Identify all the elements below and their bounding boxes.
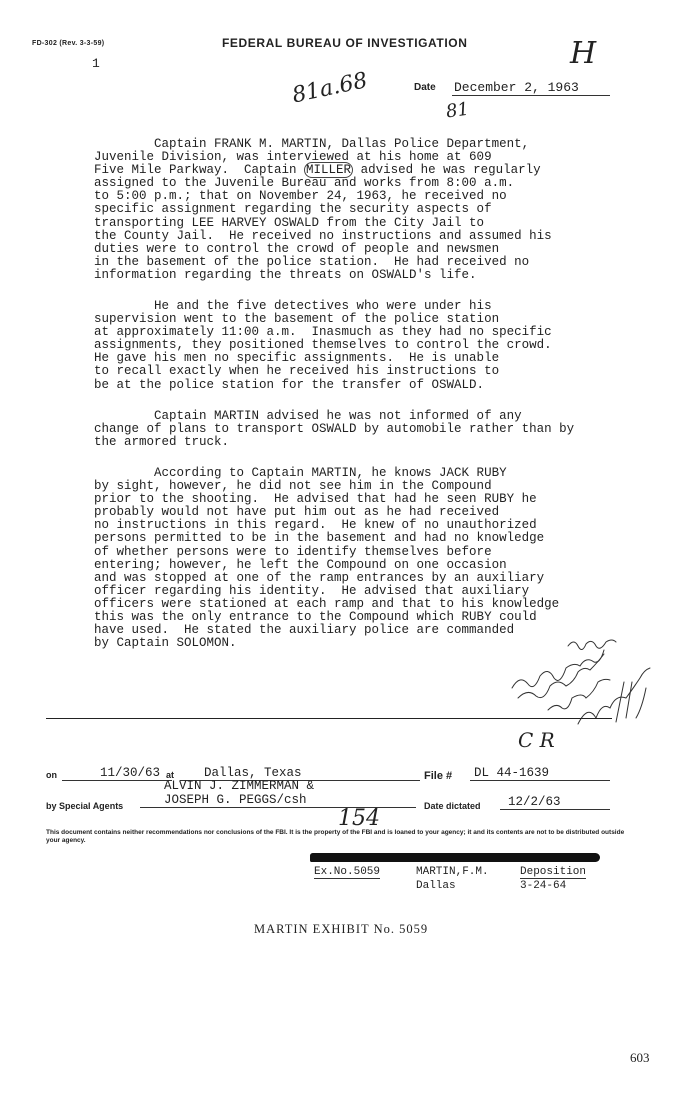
- text-line: officer regarding his identity. He advised that auxiliary: [94, 583, 530, 598]
- paragraph-basement: [94, 300, 634, 392]
- page-number-bottom: 603: [630, 1050, 650, 1065]
- circled-name: MILLER: [306, 163, 352, 178]
- date-value: December 2, 1963: [452, 80, 610, 96]
- text-line: in the basement of the police station. He had received no: [94, 254, 530, 269]
- at-label: at: [166, 770, 175, 780]
- text-line: entering; however, he left the Compound on one occasion: [94, 557, 507, 572]
- text-line: be at the police station for the transfer of OSWALD.: [94, 377, 485, 392]
- dictated-date: 12/2/63: [500, 795, 610, 810]
- paragraph-plans: [94, 410, 634, 449]
- text-line: duties were to control the crowd of people and newsmen: [94, 241, 500, 256]
- text-line: probably would not have put him out as he had received: [94, 505, 500, 520]
- text-line: Captain FRANK M. MARTIN, Dallas Police Department,: [94, 137, 530, 151]
- text-line: have used. He stated the auxiliary police are commanded: [94, 623, 515, 638]
- text-line: no instructions in this regard. He knew of no unauthorized: [94, 518, 537, 533]
- redaction-bar: [310, 853, 600, 862]
- divider-line: [46, 718, 612, 719]
- dictated-label: Date dictated: [424, 801, 481, 811]
- text-line: Captain MARTIN advised he was not informed of any: [94, 409, 522, 423]
- text-line: supervision went to the basement of the police station: [94, 312, 500, 327]
- exhibit-number: Ex.No.5059: [314, 866, 381, 878]
- interview-location: Dallas, Texas: [180, 766, 420, 781]
- text-line: this was the only entrance to the Compound which RUBY could: [94, 610, 537, 625]
- text-line: specific assignment regarding the security aspects of: [94, 202, 492, 217]
- text-line: to 5:00 p.m.; that on November 24, 1963, he received no: [94, 189, 507, 204]
- text-line: assigned to the Juvenile Bureau and works from 8:00 a.m.: [94, 176, 515, 191]
- text-line: prior to the shooting. He advised that had he seen RUBY he: [94, 492, 537, 507]
- text-fragment: Five Mile Parkway. Captain: [94, 163, 305, 178]
- handwritten-file-mark: 81a.68: [290, 68, 370, 109]
- exhibit-type: Deposition: [520, 866, 587, 878]
- agency-title: FEDERAL BUREAU OF INVESTIGATION: [222, 36, 468, 50]
- agents-label: by Special Agents: [46, 801, 124, 811]
- file-label: File #: [424, 770, 453, 782]
- page-number-top: 1: [92, 56, 100, 71]
- date-label: Date: [414, 82, 436, 93]
- text-line: at approximately 11:00 a.m. Inasmuch as they had no specific: [94, 325, 552, 340]
- exhibit-name: MARTIN,F.M.: [416, 866, 489, 878]
- file-number: DL 44-1639: [470, 766, 610, 781]
- agent-line-2: JOSEPH G. PEGGS/csh: [140, 793, 416, 808]
- exhibit-caption: MARTIN EXHIBIT No. 5059: [254, 922, 429, 936]
- text-line: information regarding the threats on OSWALD's life.: [94, 267, 477, 282]
- text-line: by Captain SOLOMON.: [94, 636, 237, 651]
- text-line: the County Jail. He received no instructions and assumed his: [94, 228, 552, 243]
- agent-line-1: ALVIN J. ZIMMERMAN &: [164, 779, 315, 793]
- text-line: to recall exactly when he received his instructions to: [94, 364, 500, 379]
- paragraph-ruby: [94, 467, 634, 650]
- interview-date: 11/30/63: [62, 766, 172, 781]
- handwritten-initials: C R: [518, 728, 555, 752]
- text-line: of whether persons were to identify themselves before: [94, 544, 492, 559]
- handwritten-file-mark-short: 81: [444, 98, 471, 123]
- text-fragment: advised he was regularly: [360, 163, 541, 178]
- text-line: persons permitted to be in the basement and had no knowledge: [94, 531, 545, 546]
- form-number: FD-302 (Rev. 3-3-59): [32, 40, 105, 47]
- text-line: assignments, they positioned themselves to control the crowd.: [94, 338, 552, 353]
- text-line: Juvenile Division, was interviewed at his home at 609: [94, 150, 492, 165]
- paragraph-interview: [94, 138, 634, 282]
- exhibit-date: 3-24-64: [520, 880, 567, 892]
- text-line: the armored truck.: [94, 435, 230, 450]
- text-line: officers were stationed at each ramp and that to his knowledge: [94, 596, 560, 611]
- disclaimer-text: This document contains neither recommendations nor conclusions of the FBI. It is the property of the FBI and is loaned to your agency; it and its contents are not to be distributed outside your agency.: [46, 829, 625, 844]
- text-line: transporting LEE HARVEY OSWALD from the City Jail to: [94, 215, 485, 230]
- handwritten-signature-note: [508, 632, 668, 742]
- text-line: According to Captain MARTIN, he knows JACK RUBY: [94, 466, 507, 480]
- exhibit-city: Dallas: [416, 880, 456, 892]
- on-label: on: [46, 770, 57, 780]
- text-line: by sight, however, he did not see him in the Compound: [94, 479, 492, 494]
- text-line: He gave his men no specific assignments. He is unable: [94, 351, 500, 366]
- handwritten-mark-top: H: [570, 36, 597, 71]
- text-line: and was stopped at one of the ramp entrances by an auxiliary: [94, 570, 545, 585]
- handwritten-number: 154: [338, 806, 380, 831]
- text-line: He and the five detectives who were under his: [94, 299, 492, 313]
- text-line: change of plans to transport OSWALD by automobile rather than by: [94, 422, 575, 437]
